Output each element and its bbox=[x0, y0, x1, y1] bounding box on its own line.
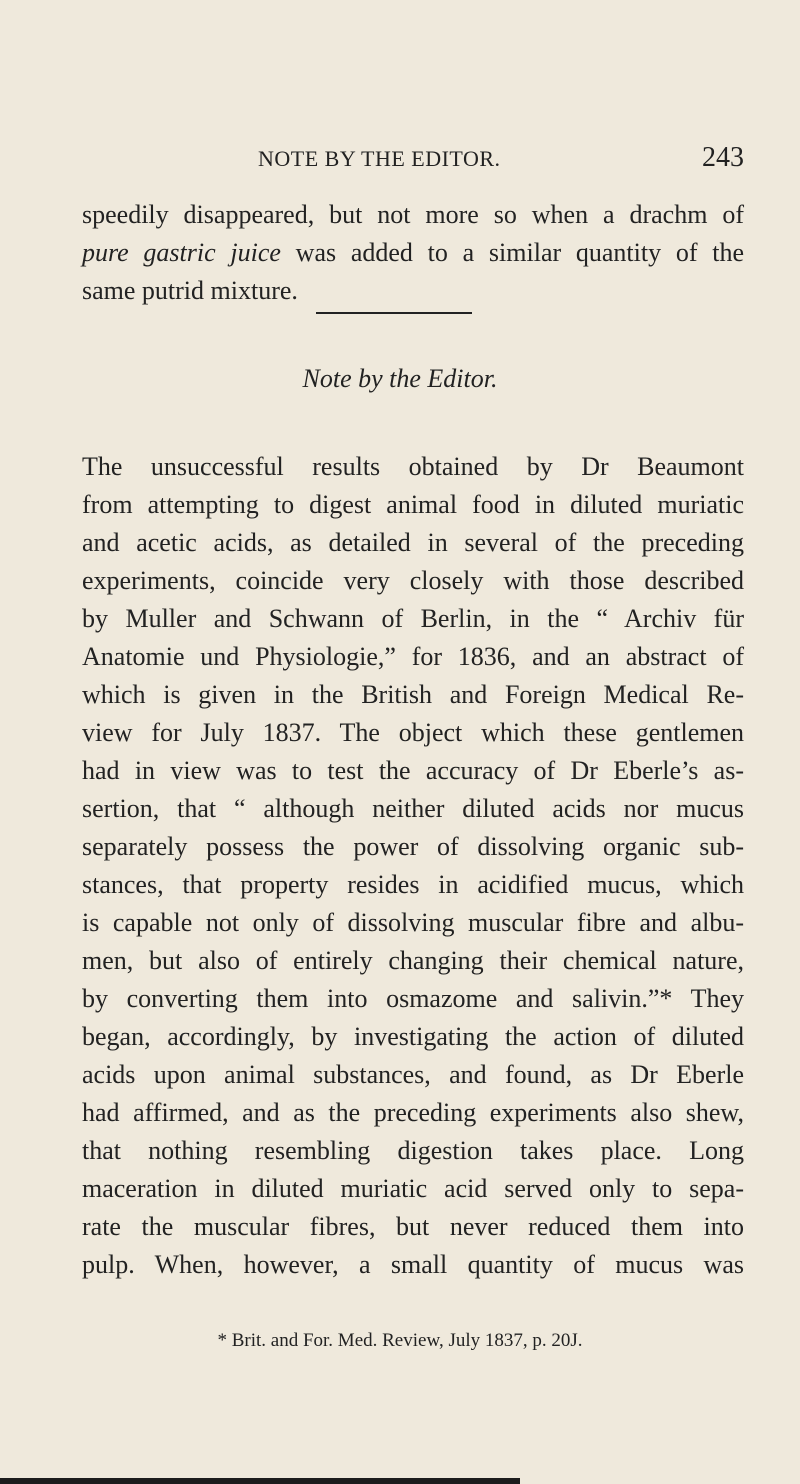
note-line: stances, that property resides in acidified mucus, which bbox=[82, 870, 744, 899]
note-line: maceration in diluted muriatic acid served only to sepa- bbox=[82, 1174, 744, 1203]
editor-note-paragraph bbox=[82, 448, 744, 1284]
note-line: men, but also of entirely changing their chemical nature, bbox=[82, 946, 744, 975]
note-line: rate the muscular fibres, but never reduced them into bbox=[82, 1212, 744, 1241]
note-line: The unsuccessful results obtained by Dr Beaumont bbox=[82, 452, 744, 481]
note-line: pulp. When, however, a small quantity of mucus was bbox=[82, 1250, 744, 1279]
intro-line-italic: pure gastric juice was added to a similar quantity of the bbox=[82, 238, 744, 267]
note-line: and acetic acids, as detailed in several of the preceding bbox=[82, 528, 744, 557]
intro-line: speedily disappeared, but not more so when a drachm of bbox=[82, 200, 744, 229]
footnote: * Brit. and For. Med. Review, July 1837, p. 20J. bbox=[217, 1330, 583, 1351]
note-line: which is given in the British and Foreign Medical Re- bbox=[82, 680, 744, 709]
running-head: NOTE BY THE EDITOR. bbox=[258, 146, 501, 171]
note-line: by Muller and Schwann of Berlin, in the “ Archiv für bbox=[82, 604, 744, 633]
note-line: acids upon animal substances, and found, as Dr Eberle bbox=[82, 1060, 744, 1089]
page-number: 243 bbox=[702, 142, 744, 173]
note-line: from attempting to digest animal food in diluted muriatic bbox=[82, 490, 744, 519]
section-divider bbox=[316, 312, 472, 314]
note-line: view for July 1837. The object which these gentlemen bbox=[82, 718, 744, 747]
section-title: Note by the Editor. bbox=[302, 364, 498, 393]
page-bottom-edge bbox=[0, 1478, 520, 1484]
intro-paragraph bbox=[82, 196, 744, 310]
note-line: is capable not only of dissolving muscular fibre and albu- bbox=[82, 908, 744, 937]
note-line: sertion, that “ although neither diluted acids nor mucus bbox=[82, 794, 744, 823]
note-line: had affirmed, and as the preceding experiments also shew, bbox=[82, 1098, 744, 1127]
note-line: separately possess the power of dissolving organic sub- bbox=[82, 832, 744, 861]
italic-phrase: pure gastric juice bbox=[82, 238, 281, 267]
intro-line: same putrid mixture. bbox=[82, 276, 298, 305]
note-line: Anatomie und Physiologie,” for 1836, and an abstract of bbox=[82, 642, 744, 671]
note-line: that nothing resembling digestion takes place. Long bbox=[82, 1136, 744, 1165]
note-line: began, accordingly, by investigating the action of diluted bbox=[82, 1022, 744, 1051]
note-line: experiments, coincide very closely with those described bbox=[82, 566, 744, 595]
note-line: had in view was to test the accuracy of Dr Eberle’s as- bbox=[82, 756, 744, 785]
page-header bbox=[258, 142, 744, 180]
note-line: by converting them into osmazome and salivin.”* They bbox=[82, 984, 744, 1013]
